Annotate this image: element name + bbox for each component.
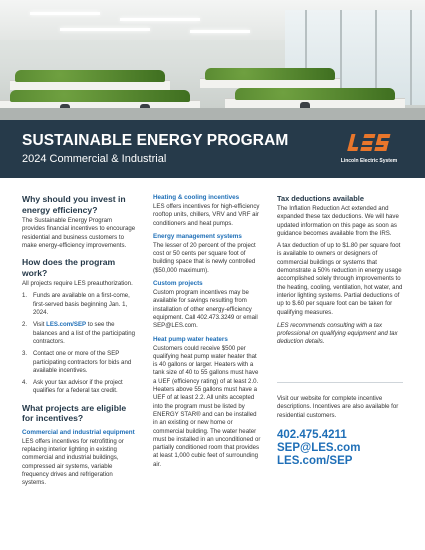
office-hero-photo <box>0 0 425 120</box>
les-logo <box>338 132 400 168</box>
energy-heading: Energy management systems <box>153 232 242 240</box>
list-item: 1. Funds are available on a first-come, first-served basis beginning Jan. 1, 2024. <box>22 292 130 317</box>
heatpump-body: Customers could receive $500 per qualifying heat pump water heater that is 40 gallons or larger. Heaters with a tank size of 40 to 55 gallons must have a UEF (efficiency rating) of at least 2.0. Heaters above 55 gallons must have a UEF of at least 2.2. All units accepted into the program must be listed by ENERGY STAR® and can be installed in an existing or new home or commercial building. The water heater must be installed in an unconditioned or partially conditioned room that provides at least 1,000 cubic feet of surrounding air. <box>153 344 261 468</box>
email-link[interactable]: SEP@LES.com <box>277 441 361 454</box>
steps-list <box>22 292 136 395</box>
heating-heading: Heating & cooling incentives <box>153 194 240 201</box>
ceiling-light <box>30 12 100 15</box>
contact-block <box>277 388 403 468</box>
tax-heading: Tax deductions available <box>277 194 364 203</box>
eligible-heading: What projects are eligible for incentives? <box>22 402 127 424</box>
column-left <box>22 194 136 492</box>
column-right <box>277 194 403 351</box>
page-subtitle: 2024 Commercial & Industrial <box>22 153 167 165</box>
planter <box>15 70 165 82</box>
page-title: SUSTAINABLE ENERGY PROGRAM <box>22 132 289 149</box>
tax-body-2: A tax deduction of up to $1.80 per square foot is available to owners or designers of commercial buildings or systems that demonstrate a 50% reduction in energy usage accomplished solely through improvements to the heating, cooling, ventilation, hot water, and interior lighting systems. Partial deductions of up to $.60 per square foot can be taken for qualifying measures. <box>277 242 403 316</box>
tax-note: LES recommends consulting with a tax professional on qualifying equipment and tax deduction details. <box>277 321 398 346</box>
custom-body: Custom program incentives may be available for savings resulting from installation of other energy-efficiency equipment. Call 402.473.3249 or email SEP@LES.com. <box>153 289 258 330</box>
ceiling-light <box>190 30 250 33</box>
ceiling-light <box>60 28 150 31</box>
tax-body-1: The Inflation Reduction Act extended and expanded these tax deductions. We will have updated information on this page as soon as guidance becomes available from the IRS. <box>277 205 399 237</box>
list-item: 3. Contact one or more of the SEP participating contractors for bids and available incentives. <box>22 350 132 374</box>
how-heading: How does the program work? <box>22 257 116 278</box>
list-item: 4. Ask your tax advisor if the project qualifies for a federal tax credit. <box>22 379 123 395</box>
divider <box>277 382 403 383</box>
web-link[interactable]: LES.com/SEP <box>277 454 353 467</box>
column-middle <box>153 194 261 473</box>
planter <box>235 88 395 100</box>
phone-link[interactable]: 402.475.4211 <box>277 428 347 441</box>
title-band <box>0 120 425 178</box>
how-intro: All projects require LES preauthorization. <box>22 280 133 288</box>
commercial-body: LES offers incentives for retrofitting or replacing interior lighting in existing commercial and industrial buildings, compressed air systems, variable frequency drives and refrigeration systems. <box>22 437 124 487</box>
sep-link[interactable]: LES.com/SEP <box>46 321 87 329</box>
custom-heading: Custom projects <box>153 280 203 288</box>
logo-org-name: Lincoln Electric System <box>340 158 398 164</box>
why-heading: Why should you invest in energy efficiency? <box>22 194 126 215</box>
ceiling-light <box>120 18 200 21</box>
floor <box>0 108 425 120</box>
why-body: The Sustainable Energy Program provides financial incentives to encourage residential and business customers to make energy-efficiency improvements. <box>22 217 136 249</box>
visit-text: Visit our website for complete incentive descriptions. Incentives are also available for residential customers. <box>277 395 399 419</box>
planter <box>205 68 335 80</box>
heatpump-heading: Heat pump water heaters <box>153 335 228 343</box>
les-logo-icon <box>344 132 394 154</box>
heating-body: LES offers incentives for high-efficiency rooftop units, chillers, VRV and VRF air conditioners and heat pumps. <box>153 203 260 227</box>
energy-body: The lesser of 20 percent of the project cost or 50 cents per square foot of building space that is newly controlled ($50,000 maximum). <box>153 241 256 274</box>
planter <box>10 90 190 102</box>
list-item: 2. Visit LES.com/SEP to see the balances and a list of the participating contractors. <box>22 321 135 345</box>
commercial-heading: Commercial and industrial equipment <box>22 428 135 436</box>
contact-lines <box>277 429 403 468</box>
